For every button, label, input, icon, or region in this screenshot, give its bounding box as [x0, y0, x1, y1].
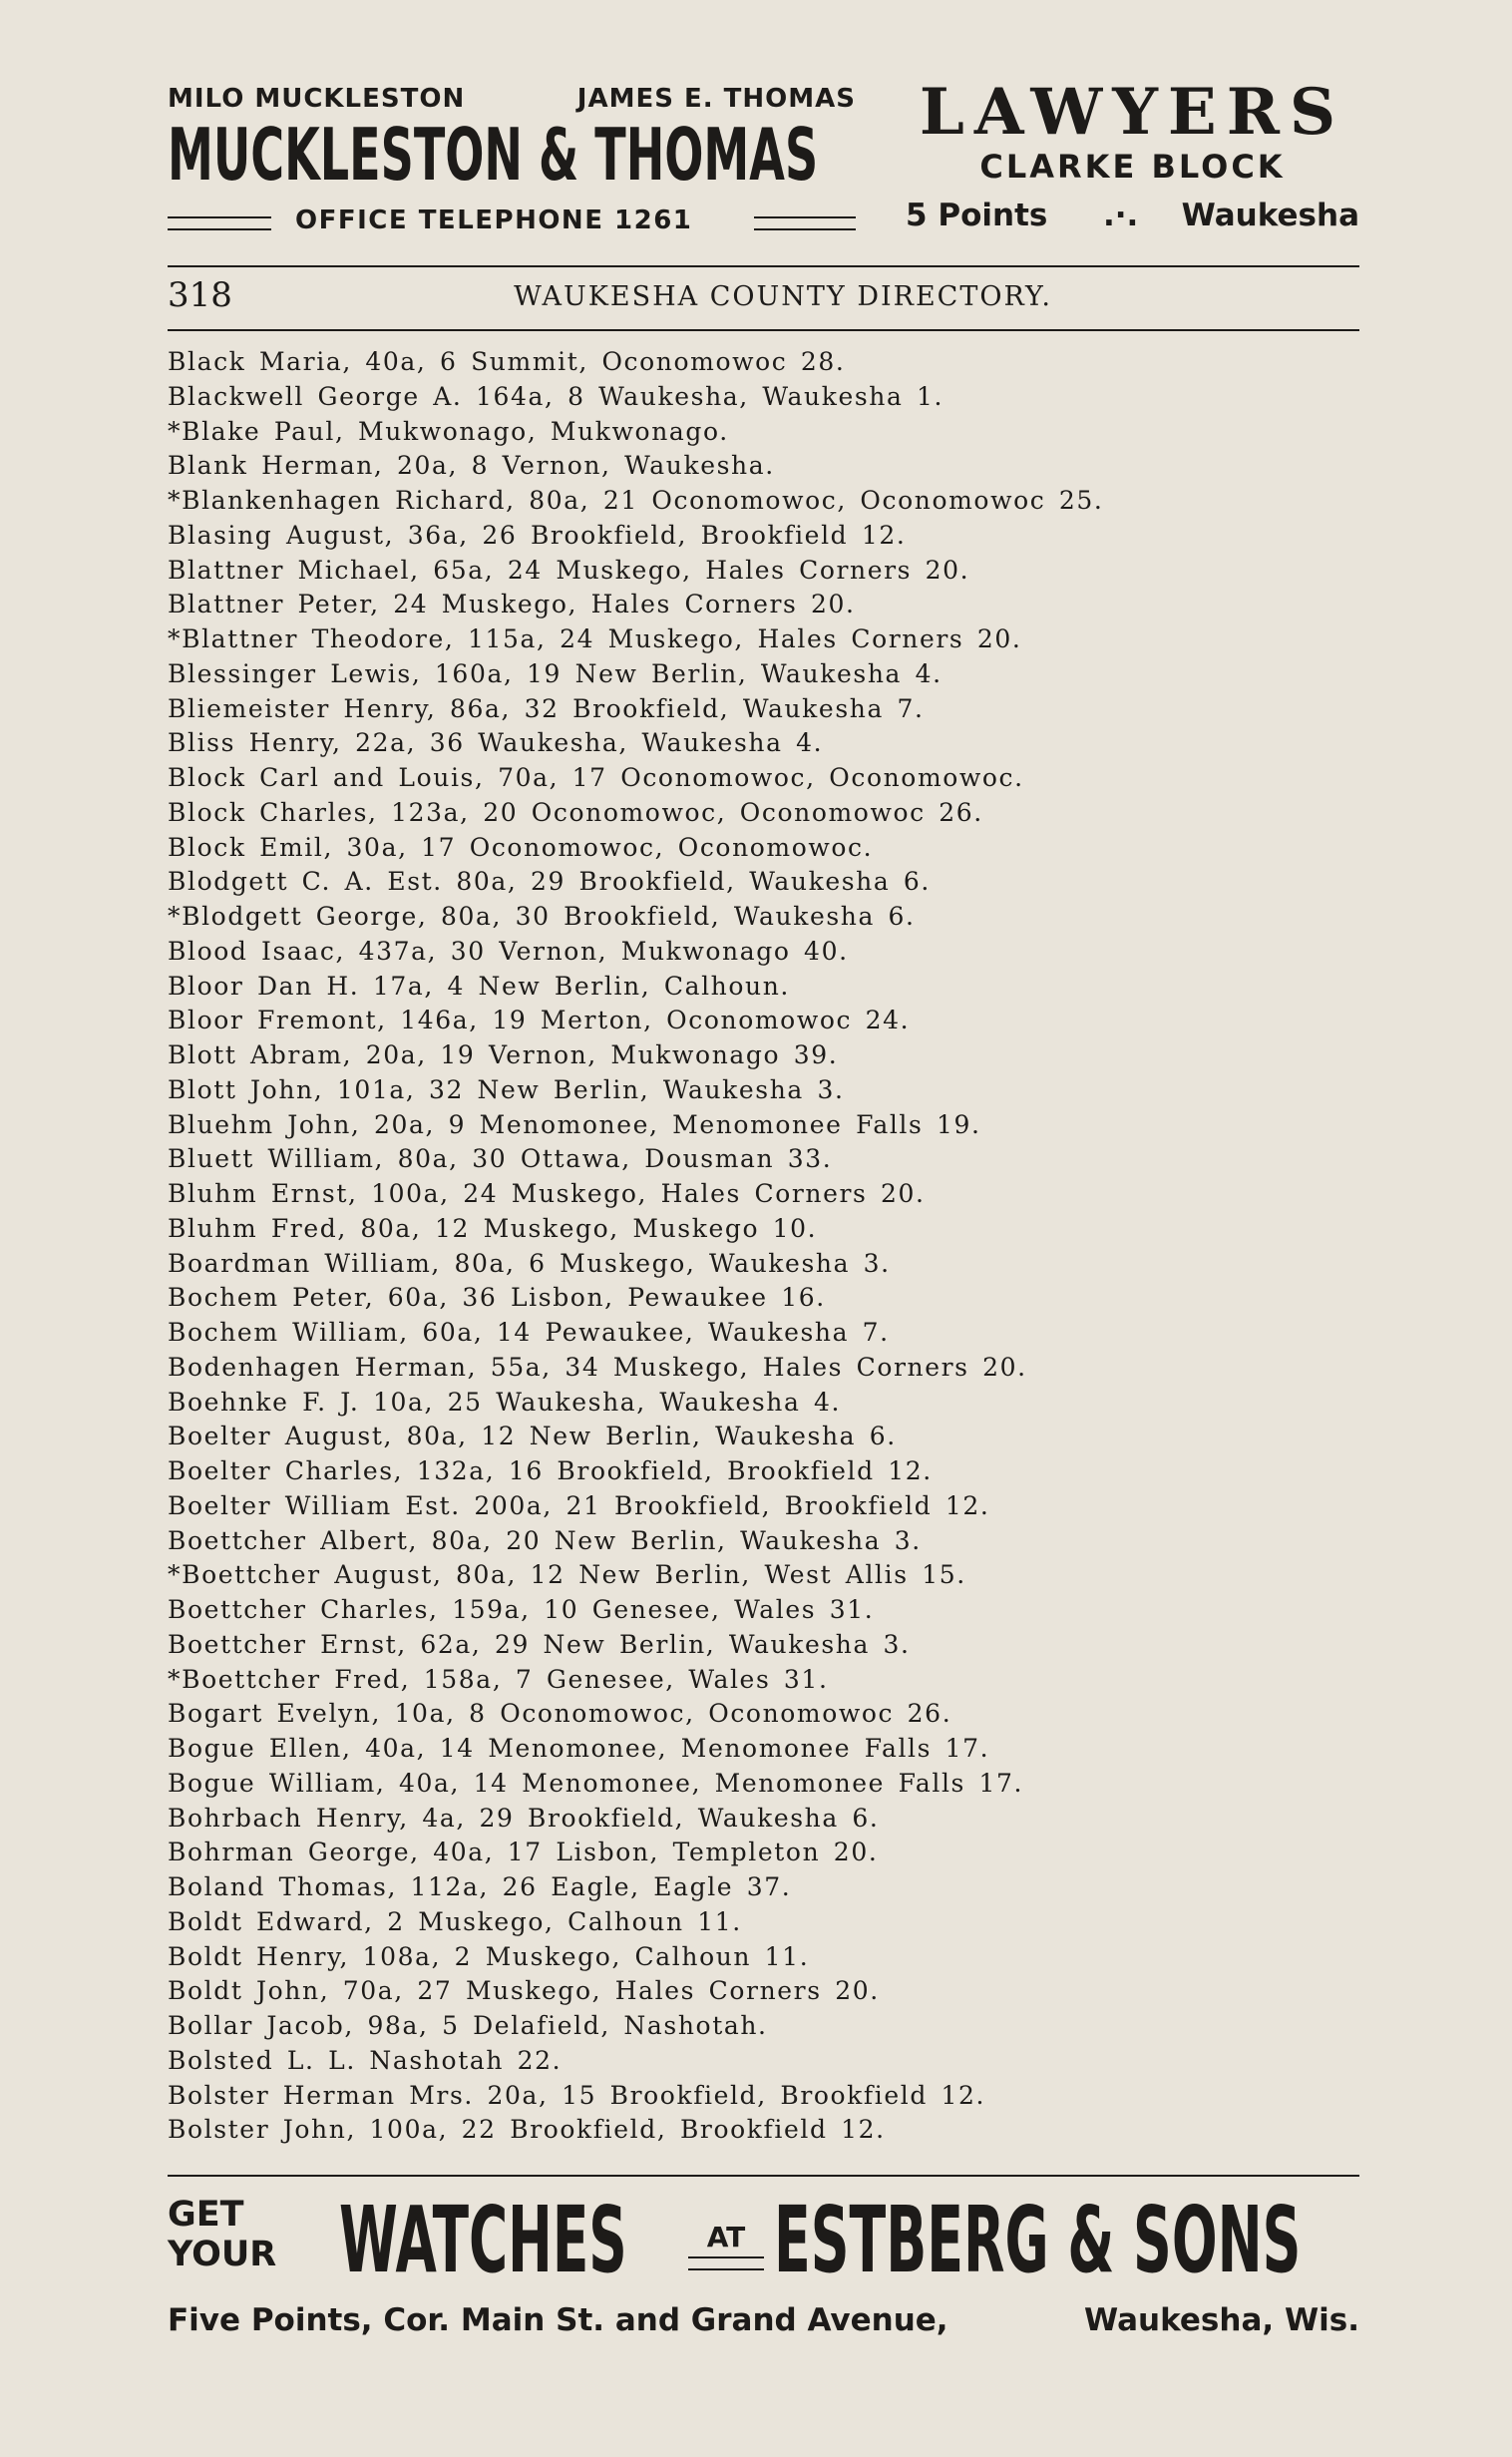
- your-word: YOUR: [168, 2235, 277, 2274]
- directory-entry: Boland Thomas, 112a, 26 Eagle, Eagle 37.: [168, 1872, 792, 1901]
- directory-entry: Bolster Herman Mrs. 20a, 15 Brookfield, Brookfield 12.: [168, 2080, 986, 2110]
- directory-entry: Bliemeister Henry, 86a, 32 Brookfield, Waukesha 7.: [168, 693, 925, 723]
- directory-entry: Boardman William, 80a, 6 Muskego, Waukesha 3.: [168, 1248, 891, 1278]
- directory-entry: Boettcher Albert, 80a, 20 New Berlin, Waukesha 3.: [168, 1525, 922, 1555]
- firm-location: [906, 198, 1359, 237]
- directory-entry: Bluett William, 80a, 30 Ottawa, Dousman 33.: [168, 1144, 833, 1174]
- jeweler-advertisement: [168, 2187, 1359, 2340]
- directory-entry: Blott Abram, 20a, 19 Vernon, Mukwonago 39.: [168, 1040, 839, 1069]
- directory-entry: Bluhm Fred, 80a, 12 Muskego, Muskego 10.: [168, 1213, 818, 1243]
- store-address: Five Points, Cor. Main St. and Grand Avenue,: [168, 2302, 948, 2338]
- directory-entry: Block Charles, 123a, 20 Oconomowoc, Oconomowoc 26.: [168, 797, 983, 827]
- directory-entry: Blattner Michael, 65a, 24 Muskego, Hales Corners 20.: [168, 555, 970, 585]
- directory-entry: Bolster John, 100a, 22 Brookfield, Brookfield 12.: [168, 2115, 886, 2145]
- directory-entry: Black Maria, 40a, 6 Summit, Oconomowoc 28.: [168, 347, 846, 376]
- location-city: Waukesha: [1181, 198, 1359, 233]
- directory-entry: Boelter August, 80a, 12 New Berlin, Waukesha 6.: [168, 1422, 897, 1451]
- get-your-text: [168, 2195, 327, 2274]
- profession-block: [906, 75, 1359, 247]
- directory-entry: Blank Herman, 20a, 8 Vernon, Waukesha.: [168, 451, 775, 481]
- directory-entry: Bliss Henry, 22a, 36 Waukesha, Waukesha 4.: [168, 728, 824, 758]
- directory-entry: Bohrman George, 40a, 17 Lisbon, Templeton 20.: [168, 1838, 879, 1867]
- directory-entry: Blattner Peter, 24 Muskego, Hales Corners 20.: [168, 590, 856, 619]
- partner-name-2: JAMES E. THOMAS: [576, 84, 856, 114]
- running-title: WAUKESHA COUNTY DIRECTORY.: [514, 281, 1052, 312]
- decorative-double-rule: [754, 216, 856, 230]
- directory-entry: Blasing August, 36a, 26 Brookfield, Brookfield 12.: [168, 520, 907, 550]
- directory-entry: Boldt John, 70a, 27 Muskego, Hales Corners 20.: [168, 1976, 880, 2006]
- directory-entry: Boehnke F. J. 10a, 25 Waukesha, Waukesha 4.: [168, 1387, 842, 1417]
- directory-entry: Boelter William Est. 200a, 21 Brookfield, Brookfield 12.: [168, 1490, 990, 1520]
- directory-entry: Bloor Dan H. 17a, 4 New Berlin, Calhoun.: [168, 971, 790, 1001]
- directory-entry: Blessinger Lewis, 160a, 19 New Berlin, Waukesha 4.: [168, 658, 943, 688]
- directory-entry: Bluehm John, 20a, 9 Menomonee, Menomonee Falls 19.: [168, 1109, 981, 1139]
- directory-entry: *Blankenhagen Richard, 80a, 21 Oconomowoc, Oconomowoc 25.: [168, 486, 1104, 515]
- directory-entry: Boldt Henry, 108a, 2 Muskego, Calhoun 11.: [168, 1941, 810, 1971]
- directory-entry: Blott John, 101a, 32 New Berlin, Waukesha 3.: [168, 1074, 845, 1104]
- location-five-points: 5 Points: [906, 198, 1048, 233]
- store-address-row: [168, 2302, 1359, 2342]
- location-separator: .·.: [1103, 198, 1139, 233]
- store-city: Waukesha, Wis.: [1084, 2302, 1359, 2338]
- directory-entry: Boldt Edward, 2 Muskego, Calhoun 11.: [168, 1906, 742, 1936]
- directory-entry: Bloor Fremont, 146a, 19 Merton, Oconomowoc 24.: [168, 1006, 911, 1035]
- profession-heading: LAWYERS: [919, 75, 1346, 150]
- directory-entry: Bogart Evelyn, 10a, 8 Oconomowoc, Oconomowoc 26.: [168, 1699, 952, 1729]
- directory-entry: Bolsted L. L. Nashotah 22.: [168, 2045, 563, 2075]
- decorative-double-rule: [168, 216, 271, 230]
- telephone-row: [168, 205, 856, 239]
- page-number: 318: [168, 275, 232, 315]
- store-name: ESTBERG & SONS: [774, 2187, 1302, 2293]
- directory-entry: Bodenhagen Herman, 55a, 34 Muskego, Hales Corners 20.: [168, 1352, 1027, 1382]
- directory-entry: Blodgett C. A. Est. 80a, 29 Brookfield, Waukesha 6.: [168, 867, 931, 897]
- directory-entry: Bluhm Ernst, 100a, 24 Muskego, Hales Corners 20.: [168, 1179, 926, 1208]
- directory-entry: *Boettcher August, 80a, 12 New Berlin, West Allis 15.: [168, 1560, 966, 1590]
- directory-entry: Bogue Ellen, 40a, 14 Menomonee, Menomonee Falls 17.: [168, 1734, 990, 1763]
- directory-entry: Bochem Peter, 60a, 36 Lisbon, Pewaukee 16.: [168, 1283, 826, 1313]
- header-rule-top: [168, 265, 1359, 267]
- watches-headline: WATCHES: [339, 2187, 627, 2293]
- directory-entry: Blood Isaac, 437a, 30 Vernon, Mukwonago 40.: [168, 936, 849, 966]
- directory-entries: [168, 345, 1364, 2148]
- directory-entry: *Blodgett George, 80a, 30 Brookfield, Waukesha 6.: [168, 902, 916, 931]
- get-word: GET: [168, 2195, 244, 2235]
- directory-entry: Bogue William, 40a, 14 Menomonee, Menomonee Falls 17.: [168, 1768, 1024, 1798]
- directory-entry: Block Carl and Louis, 70a, 17 Oconomowoc, Oconomowoc.: [168, 763, 1024, 792]
- law-firm-block: [168, 78, 856, 247]
- directory-entry: Boettcher Ernst, 62a, 29 New Berlin, Waukesha 3.: [168, 1629, 911, 1659]
- directory-entry: Bollar Jacob, 98a, 5 Delafield, Nashotah.: [168, 2011, 768, 2040]
- partner-name-1: MILO MUCKLESTON: [168, 84, 466, 114]
- decorative-double-rule: [688, 2256, 764, 2270]
- directory-entry: Boettcher Charles, 159a, 10 Genesee, Wales 31.: [168, 1595, 875, 1624]
- at-word: AT: [706, 2221, 746, 2253]
- directory-entry: Blackwell George A. 164a, 8 Waukesha, Waukesha 1.: [168, 381, 945, 411]
- directory-entry: Bohrbach Henry, 4a, 29 Brookfield, Waukesha 6.: [168, 1803, 880, 1833]
- office-telephone: OFFICE TELEPHONE 1261: [295, 205, 693, 235]
- header-rule-bottom: [168, 329, 1359, 331]
- directory-entry: *Blattner Theodore, 115a, 24 Muskego, Hales Corners 20.: [168, 624, 1022, 653]
- building-name: CLARKE BLOCK: [979, 148, 1286, 186]
- footer-ad-rule: [168, 2175, 1359, 2177]
- directory-entry: Block Emil, 30a, 17 Oconomowoc, Oconomowoc.: [168, 832, 874, 862]
- directory-entry: Boelter Charles, 132a, 16 Brookfield, Brookfield 12.: [168, 1456, 933, 1485]
- directory-entry: *Boettcher Fred, 158a, 7 Genesee, Wales 31.: [168, 1664, 829, 1694]
- directory-entry: *Blake Paul, Mukwonago, Mukwonago.: [168, 416, 729, 446]
- directory-entry: Bochem William, 60a, 14 Pewaukee, Waukesha 7.: [168, 1318, 890, 1347]
- firm-name: MUCKLESTON & THOMAS: [168, 113, 819, 197]
- law-firm-advertisement: [168, 75, 1359, 247]
